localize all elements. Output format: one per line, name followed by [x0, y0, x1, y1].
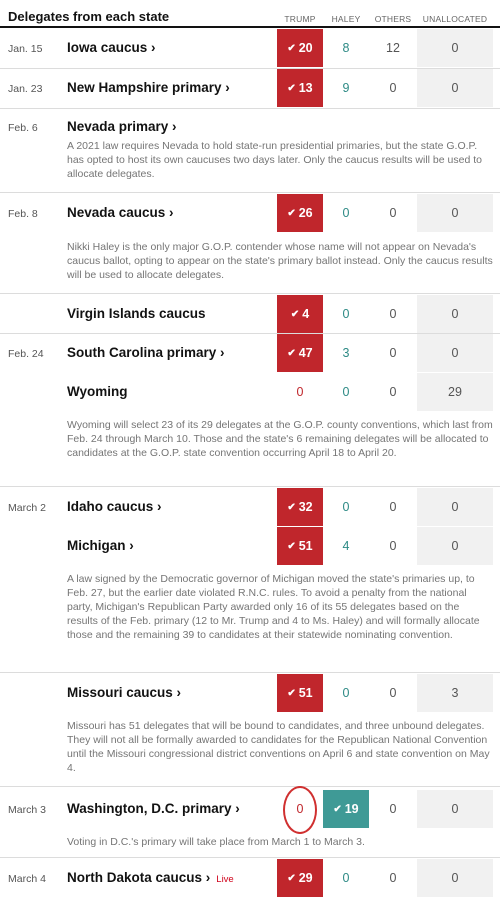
- haley-delegates-cell: 4: [342, 539, 350, 553]
- table-title: Delegates from each state: [8, 9, 170, 24]
- state-link-missouri[interactable]: Missouri caucus ›: [67, 685, 182, 700]
- unallocated-delegates-cell: 0: [417, 69, 493, 107]
- live-badge: Live: [216, 874, 234, 885]
- others-delegates-cell: 0: [389, 206, 397, 220]
- state-link-new-hampshire[interactable]: New Hampshire primary ›: [67, 80, 230, 95]
- state-link-nevada-caucus[interactable]: Nevada caucus ›: [67, 205, 174, 220]
- haley-delegates-cell: 9: [342, 81, 350, 95]
- trump-delegates-cell: ✔ 13: [277, 69, 323, 107]
- row-divider: [0, 786, 500, 787]
- checkmark-icon: ✔: [287, 687, 296, 699]
- checkmark-icon: ✔: [287, 872, 296, 884]
- row-note: Missouri has 51 delegates that will be bound to candidates, and three unbound delegates. They will not all be formally awarded to candidates for the Republican National Convention until the Missouri congressional district conventions on April 6 and state convention on May 4.: [67, 720, 490, 774]
- trump-delegates-cell: ✔ 47: [277, 334, 323, 372]
- state-link-michigan[interactable]: Michigan ›: [67, 538, 134, 553]
- unallocated-delegates-cell: 0: [417, 295, 493, 333]
- others-delegates-cell: 0: [389, 385, 397, 399]
- checkmark-icon: ✔: [287, 540, 296, 552]
- unallocated-delegates-cell: 0: [417, 527, 493, 565]
- row-date: March 2: [8, 502, 46, 514]
- others-delegates-cell: 0: [389, 539, 397, 553]
- unallocated-delegates-cell: 0: [417, 194, 493, 232]
- state-link-nevada-primary[interactable]: Nevada primary ›: [67, 119, 177, 134]
- row-date: Feb. 6: [8, 122, 38, 134]
- haley-delegates-cell: 0: [342, 871, 350, 885]
- row-note: Nikki Haley is the only major G.O.P. contender whose name will not appear on Nevada's caucus ballot, opting to appear on the state's primary ballot instead. Only the caucus results will be used to allocate delegates.: [67, 241, 493, 281]
- row-divider: [0, 108, 500, 109]
- haley-delegates-cell: 0: [342, 206, 350, 220]
- trump-delegates-cell: 0: [296, 385, 304, 399]
- state-label-virgin-islands: Virgin Islands caucus: [67, 306, 206, 321]
- haley-delegates-cell: 0: [342, 385, 350, 399]
- table-header: [0, 0, 500, 28]
- row-date: Feb. 24: [8, 348, 44, 360]
- trump-delegates-cell: ✔ 51: [277, 674, 323, 712]
- state-link-idaho[interactable]: Idaho caucus ›: [67, 499, 162, 514]
- row-divider: [0, 672, 500, 673]
- row-divider: [0, 192, 500, 193]
- unallocated-delegates-cell: 0: [417, 488, 493, 526]
- trump-delegates-cell: ✔ 26: [277, 194, 323, 232]
- row-note: A law signed by the Democratic governor of Michigan moved the state's primaries up, to Feb. 27, but the earlier date violated R.N.C. rules. To avoid a penalty from the national party, Michigan's Republican Party awarded only 16 of its 55 delegates based on the results of the Feb. primary (12 to Mr. Trump and 4 to Ms. Haley) and will formally allocate those and the remaining 39 to candidates at their statewide nominating convention.: [67, 573, 480, 641]
- trump-delegates-cell: ✔ 4: [277, 295, 323, 333]
- others-delegates-cell: 0: [389, 802, 397, 816]
- unallocated-delegates-cell: 0: [417, 790, 493, 828]
- unallocated-delegates-cell: 0: [417, 334, 493, 372]
- row-note: A 2021 law requires Nevada to hold state-run presidential primaries, but the state G.O.P. has opted to host its own caucuses two days later. Only the caucus results will be used to allocate delegates.: [67, 140, 482, 180]
- unallocated-delegates-cell: 0: [417, 859, 493, 897]
- others-delegates-cell: 0: [389, 346, 397, 360]
- checkmark-icon: ✔: [287, 82, 296, 94]
- haley-delegates-cell: 0: [342, 686, 350, 700]
- trump-delegates-cell: ✔ 29: [277, 859, 323, 897]
- column-header-trump: TRUMP: [284, 14, 316, 24]
- state-link-north-dakota[interactable]: North Dakota caucus › Live: [67, 870, 234, 885]
- checkmark-icon: ✔: [287, 347, 296, 359]
- state-link-iowa[interactable]: Iowa caucus ›: [67, 40, 156, 55]
- row-divider: [0, 486, 500, 487]
- others-delegates-cell: 0: [389, 686, 397, 700]
- unallocated-delegates-cell: 29: [417, 373, 493, 411]
- unallocated-delegates-cell: 3: [417, 674, 493, 712]
- state-link-south-carolina[interactable]: South Carolina primary ›: [67, 345, 225, 360]
- state-label-wyoming: Wyoming: [67, 384, 128, 399]
- checkmark-icon: ✔: [333, 803, 342, 815]
- checkmark-icon: ✔: [287, 501, 296, 513]
- others-delegates-cell: 12: [386, 41, 400, 55]
- trump-delegates-cell: ✔ 32: [277, 488, 323, 526]
- state-link-washington-dc[interactable]: Washington, D.C. primary ›: [67, 801, 240, 816]
- row-date: Jan. 15: [8, 43, 43, 55]
- row-date: March 4: [8, 873, 46, 885]
- others-delegates-cell: 0: [389, 307, 397, 321]
- column-header-haley: HALEY: [331, 14, 361, 24]
- highlight-circle-annotation: [283, 786, 317, 834]
- unallocated-delegates-cell: 0: [417, 29, 493, 67]
- row-divider: [0, 293, 500, 294]
- checkmark-icon: ✔: [287, 42, 296, 54]
- trump-delegates-cell: ✔ 20: [277, 29, 323, 67]
- haley-delegates-cell: ✔ 19: [323, 790, 369, 828]
- row-date: Jan. 23: [8, 83, 43, 95]
- others-delegates-cell: 0: [389, 81, 397, 95]
- haley-delegates-cell: 0: [342, 500, 350, 514]
- row-divider: [0, 857, 500, 858]
- row-date: March 3: [8, 804, 46, 816]
- trump-delegates-cell: ✔ 51: [277, 527, 323, 565]
- row-date: Feb. 8: [8, 208, 38, 220]
- row-note: Wyoming will select 23 of its 29 delegates at the G.O.P. county conventions, which last from Feb. 24 through March 10. Those and the state's 6 remaining delegates will be allocated to candidates at the G.O.P. state convention occurring April 18 to April 20.: [67, 419, 493, 459]
- column-header-others: OTHERS: [374, 14, 412, 24]
- others-delegates-cell: 0: [389, 500, 397, 514]
- checkmark-icon: ✔: [287, 207, 296, 219]
- trump-delegates-cell: 0: [296, 802, 304, 816]
- haley-delegates-cell: 3: [342, 346, 350, 360]
- checkmark-icon: ✔: [290, 308, 300, 320]
- others-delegates-cell: 0: [389, 871, 397, 885]
- haley-delegates-cell: 0: [342, 307, 350, 321]
- haley-delegates-cell: 8: [342, 41, 350, 55]
- column-header-unallocated: UNALLOCATED: [422, 14, 488, 24]
- row-note: Voting in D.C.'s primary will take place from March 1 to March 3.: [67, 836, 365, 848]
